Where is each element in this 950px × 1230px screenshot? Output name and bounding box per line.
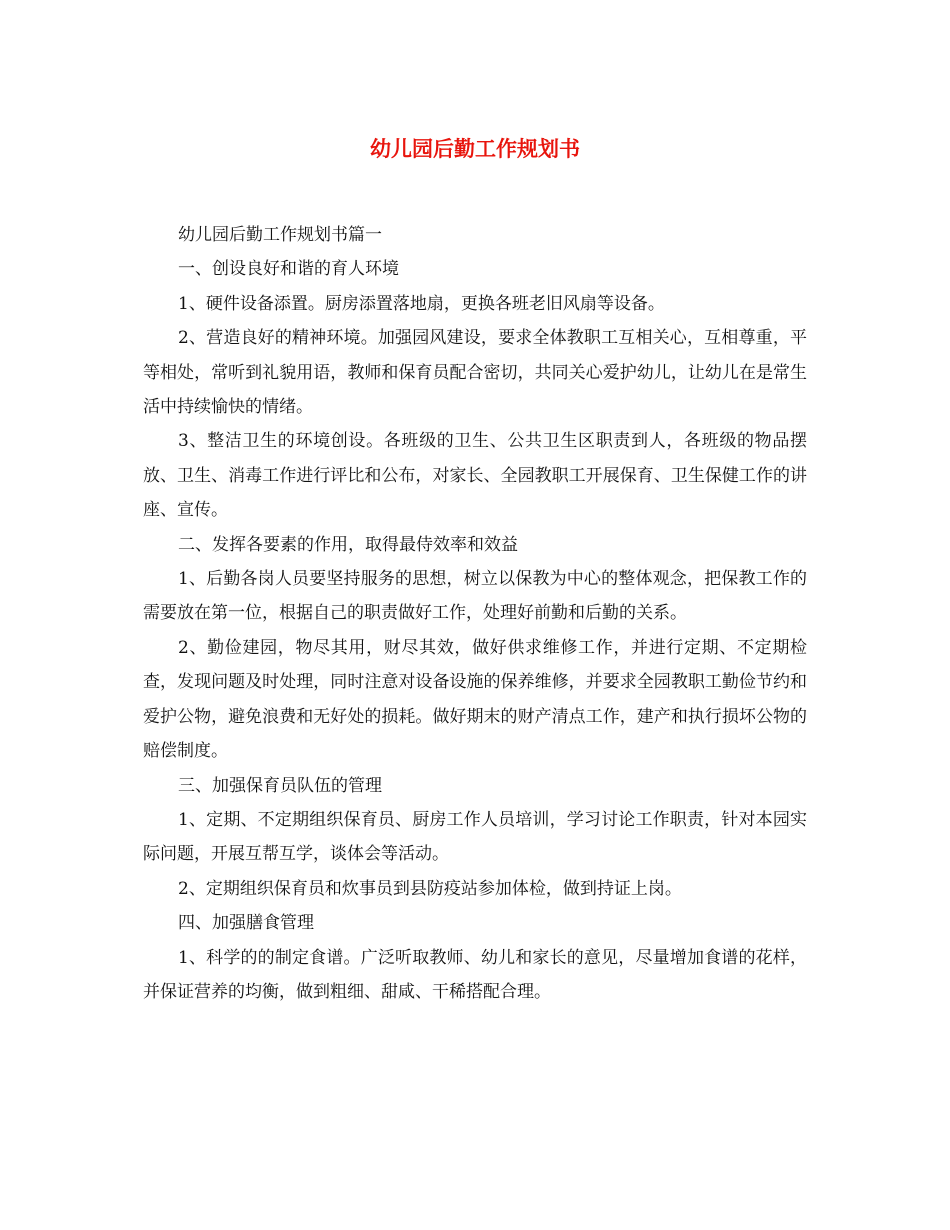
section-heading: 幼儿园后勤工作规划书篇一 [178,225,382,245]
document-body [143,218,807,1009]
paragraph: 2、营造良好的精神环境。加强园风建设，要求全体教职工互相关心，互相尊重，平等相处，常听到礼貌用语，教师和保育员配合密切，共同关心爱护幼儿，让幼儿在是常生活中持续愉快的情绪。 [143,328,807,418]
paragraph: 1、后勤各岗人员要坚持服务的思想，树立以保教为中心的整体观念，把保教工作的需要放在第一位，根据自己的职责做好工作，处理好前勤和后勤的关系。 [143,569,807,624]
paragraph: 2、定期组织保育员和炊事员到县防疫站参加体检，做到持证上岗。 [178,878,682,899]
section-heading: 三、加强保育员队伍的管理 [178,775,382,796]
section-heading: 二、发挥各要素的作用，取得最侍效率和效益 [178,534,518,555]
paragraph: 1、硬件设备添置。厨房添置落地扇，更换各班老旧风扇等设备。 [178,293,665,314]
paragraph: 1、科学的的制定食谱。广泛听取教师、幼儿和家长的意见，尽量增加食谱的花样，并保证营养的均衡，做到粗细、甜咸、干稀搭配合理。 [143,947,807,1002]
paragraph: 2、勤俭建园，物尽其用，财尽其效，做好供求维修工作，并进行定期、不定期检查，发现问题及时处理，同时注意对设备设施的保养维修，并要求全园教职工勤俭节约和爱护公物，避免浪费和无好处的损耗。做好期末的财产清点工作，建产和执行损坏公物的赔偿制度。 [143,637,807,762]
section-heading: 一、创设良好和谐的育人环境 [178,259,399,280]
paragraph: 1、定期、不定期组织保育员、厨房工作人员培训，学习讨论工作职责，针对本园实际问题，开展互帮互学，谈体会等活动。 [143,809,807,865]
document-title: 幼儿园后勤工作规划书 [370,136,580,161]
paragraph: 3、整洁卫生的环境创设。各班级的卫生、公共卫生区职责到人，各班级的物品摆放、卫生、消毒工作进行评比和公布，对家长、全园教职工开展保育、卫生保健工作的讲座、宣传。 [143,431,807,521]
section-heading: 四、加强膳食管理 [178,913,314,934]
